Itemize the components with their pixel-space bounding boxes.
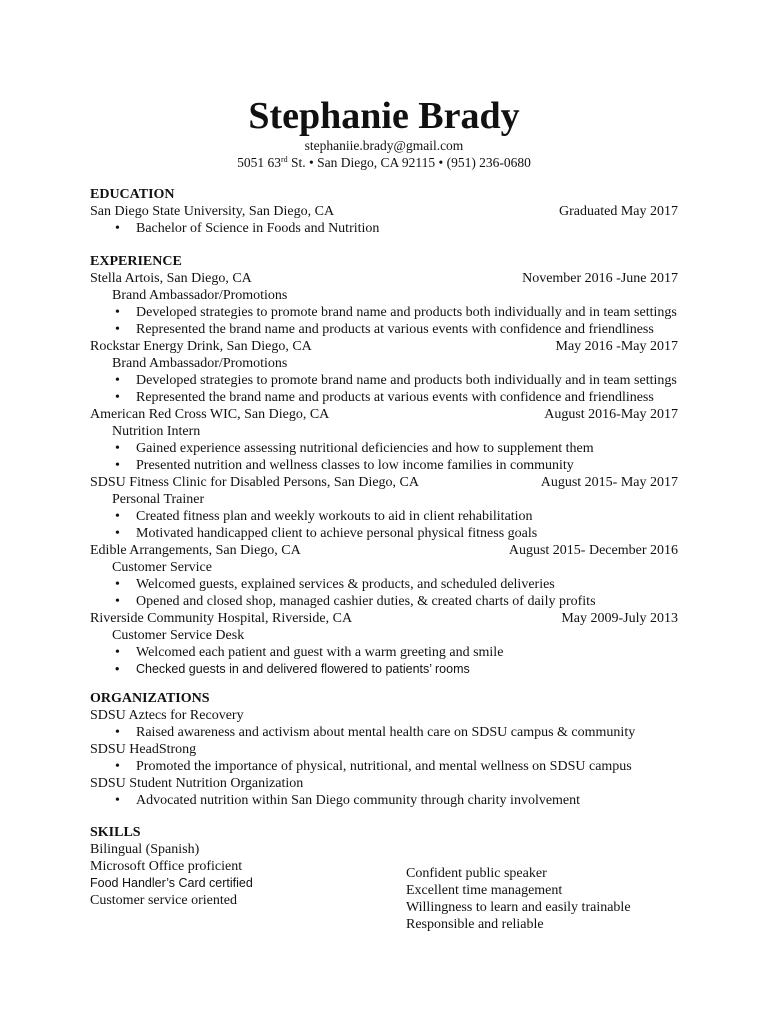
- experience-heading: EXPERIENCE: [90, 254, 182, 269]
- job-role: Nutrition Intern: [112, 424, 201, 439]
- skills-right-column: [406, 865, 631, 933]
- organization-bullet: [90, 792, 678, 809]
- job-bullet: [90, 525, 678, 542]
- bullet-icon: •: [115, 594, 120, 609]
- bullet-icon: •: [115, 322, 120, 337]
- bullet-icon: •: [115, 759, 120, 774]
- address-rest: St. • San Diego, CA 92115 • (951) 236-0680: [287, 155, 531, 170]
- job-role: Personal Trainer: [112, 492, 205, 507]
- job-entry: [90, 270, 678, 338]
- organization-name: SDSU HeadStrong: [90, 742, 197, 757]
- bullet-text: Welcomed each patient and guest with a warm greeting and smile: [136, 645, 504, 660]
- job-header: [90, 270, 678, 287]
- bullet-text: Represented the brand name and products at various events with confidence and friendliness: [136, 390, 654, 405]
- job-entry: [90, 406, 678, 474]
- education-row: [90, 203, 678, 220]
- skills-section: [90, 824, 678, 944]
- address-line: [0, 154, 768, 171]
- organization-bullet: [90, 758, 678, 775]
- bullet-icon: •: [115, 577, 120, 592]
- job-entry: [90, 474, 678, 542]
- bullet-text: Advocated nutrition within San Diego community through charity involvement: [136, 793, 581, 808]
- job-role: Brand Ambassador/Promotions: [112, 288, 288, 303]
- organization-name: SDSU Aztecs for Recovery: [90, 708, 244, 723]
- job-date: August 2015- December 2016: [508, 543, 678, 558]
- bullet-icon: •: [115, 373, 120, 388]
- job-entry: [90, 542, 678, 610]
- bullet-icon: •: [115, 441, 120, 456]
- bullet-text: Represented the brand name and products at various events with confidence and friendliness: [136, 322, 654, 337]
- bullet-text: Raised awareness and activism about mental health care on SDSU campus & community: [136, 725, 636, 740]
- school-name: San Diego State University, San Diego, CA: [90, 204, 335, 219]
- job-entry: [90, 610, 678, 678]
- job-bullet: [90, 304, 678, 321]
- bullet-text: Opened and closed shop, managed cashier duties, & created charts of daily profits: [136, 594, 596, 609]
- bullet-icon: •: [115, 390, 120, 405]
- bullet-icon: •: [115, 221, 120, 236]
- bullet-icon: •: [115, 458, 120, 473]
- bullet-text: Welcomed guests, explained services & products, and scheduled deliveries: [136, 577, 555, 592]
- job-org: Stella Artois, San Diego, CA: [90, 271, 252, 286]
- bullet-text: Presented nutrition and wellness classes to low income families in community: [136, 458, 574, 473]
- education-section: [90, 186, 678, 237]
- job-date: May 2009-July 2013: [561, 611, 678, 626]
- skill-item: Customer service oriented: [90, 893, 237, 908]
- skill-item: Confident public speaker: [406, 866, 547, 881]
- job-org: American Red Cross WIC, San Diego, CA: [90, 407, 330, 422]
- job-bullet: [90, 457, 678, 474]
- job-header: [90, 406, 678, 423]
- bullet-text: Gained experience assessing nutritional deficiencies and how to supplement them: [136, 441, 594, 456]
- bullet-text: Created fitness plan and weekly workouts to aid in client rehabilitation: [136, 509, 533, 524]
- bullet-text: Developed strategies to promote brand name and products both individually and in team settings: [136, 305, 677, 320]
- organization-name: SDSU Student Nutrition Organization: [90, 776, 304, 791]
- job-bullet: [90, 508, 678, 525]
- bullet-icon: •: [115, 645, 120, 660]
- bullet-icon: •: [115, 662, 120, 676]
- education-heading: EDUCATION: [90, 187, 175, 202]
- skill-item: Responsible and reliable: [406, 917, 544, 932]
- bullet-text: Motivated handicapped client to achieve personal physical fitness goals: [136, 526, 538, 541]
- job-org: SDSU Fitness Clinic for Disabled Persons, San Diego, CA: [90, 475, 419, 490]
- job-org: Edible Arrangements, San Diego, CA: [90, 543, 301, 558]
- bullet-text: Checked guests in and delivered flowered to patients’ rooms: [136, 662, 470, 676]
- organization-bullet: [90, 724, 678, 741]
- address-number: 5051 63: [237, 155, 281, 170]
- candidate-name: Stephanie Brady: [248, 95, 520, 137]
- job-bullet: [90, 321, 678, 338]
- job-org: Riverside Community Hospital, Riverside, CA: [90, 611, 353, 626]
- job-header: [90, 542, 678, 559]
- skills-heading: SKILLS: [90, 825, 141, 840]
- job-bullet: [90, 644, 678, 661]
- experience-section: [90, 253, 678, 678]
- job-role: Customer Service: [112, 560, 212, 575]
- skill-item: Food Handler’s Card certified: [90, 876, 253, 890]
- graduation-date: Graduated May 2017: [559, 204, 678, 219]
- bullet-icon: •: [115, 509, 120, 524]
- job-bullet: [90, 372, 678, 389]
- bullet-icon: •: [115, 305, 120, 320]
- bullet-text: Developed strategies to promote brand name and products both individually and in team settings: [136, 373, 677, 388]
- job-date: May 2016 -May 2017: [555, 339, 678, 354]
- job-date: November 2016 -June 2017: [522, 271, 678, 286]
- organizations-section: [90, 690, 678, 809]
- bullet-text: Promoted the importance of physical, nutritional, and mental wellness on SDSU campus: [136, 759, 632, 774]
- job-bullet: [90, 576, 678, 593]
- job-bullet: [90, 389, 678, 406]
- job-header: [90, 610, 678, 627]
- bullet-icon: •: [115, 793, 120, 808]
- skill-item: Willingness to learn and easily trainable: [406, 900, 631, 915]
- job-entry: [90, 338, 678, 406]
- skill-item: Microsoft Office proficient: [90, 859, 243, 874]
- job-bullet: [90, 661, 678, 678]
- bullet-icon: •: [115, 725, 120, 740]
- job-date: August 2015- May 2017: [540, 475, 678, 490]
- job-role: Brand Ambassador/Promotions: [112, 356, 288, 371]
- skills-left-column: [90, 841, 253, 909]
- job-org: Rockstar Energy Drink, San Diego, CA: [90, 339, 312, 354]
- skill-item: Excellent time management: [406, 883, 563, 898]
- job-header: [90, 474, 678, 491]
- job-bullet: [90, 593, 678, 610]
- degree-text: Bachelor of Science in Foods and Nutrition: [136, 221, 380, 236]
- job-date: August 2016-May 2017: [544, 407, 678, 422]
- address-suffix: rd: [280, 155, 288, 164]
- bullet-icon: •: [115, 526, 120, 541]
- email-address: stephaniie.brady@gmail.com: [304, 138, 464, 153]
- job-role: Customer Service Desk: [112, 628, 245, 643]
- job-bullet: [90, 440, 678, 457]
- degree-bullet: [90, 220, 678, 237]
- skill-item: Bilingual (Spanish): [90, 842, 200, 857]
- job-header: [90, 338, 678, 355]
- organizations-heading: ORGANIZATIONS: [90, 691, 210, 706]
